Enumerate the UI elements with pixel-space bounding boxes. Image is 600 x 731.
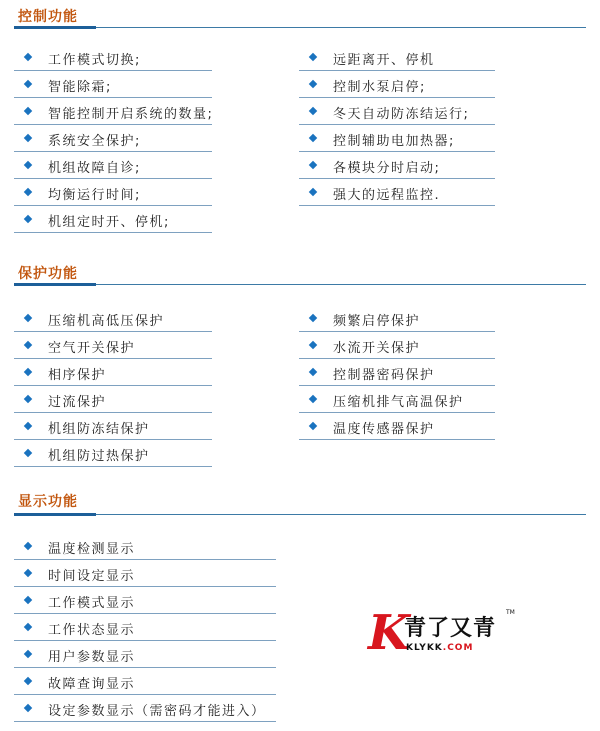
list-item-label: 机组定时开、停机; — [48, 215, 170, 230]
list-item — [14, 413, 212, 440]
logo-url-main: KLYKK — [406, 643, 443, 653]
list-item — [14, 587, 276, 614]
list-item-label: 控制水泵启停; — [333, 80, 426, 95]
list-item — [299, 152, 495, 179]
list-item-label: 水流开关保护 — [333, 341, 421, 356]
diamond-bullet-icon — [24, 422, 32, 430]
list-item — [14, 641, 276, 668]
list-item-label: 相序保护 — [48, 368, 107, 383]
list-item — [299, 413, 495, 440]
diamond-bullet-icon — [309, 134, 317, 142]
list-item — [14, 98, 212, 125]
diamond-bullet-icon — [24, 314, 32, 322]
diamond-bullet-icon — [309, 368, 317, 376]
diamond-bullet-icon — [24, 542, 32, 550]
section-divider-accent — [14, 283, 96, 286]
section-title: 保护功能 — [18, 266, 78, 282]
section-divider — [14, 27, 586, 28]
diamond-bullet-icon — [309, 188, 317, 196]
list-item — [14, 125, 212, 152]
list-item-label: 温度传感器保护 — [333, 422, 435, 437]
logo-mark: K — [368, 605, 410, 661]
list-item — [299, 125, 495, 152]
diamond-bullet-icon — [309, 107, 317, 115]
list-item — [14, 614, 276, 641]
section-title: 显示功能 — [18, 494, 78, 510]
diamond-bullet-icon — [309, 161, 317, 169]
list-item-label: 工作模式显示 — [48, 596, 136, 611]
list-item-label: 故障查询显示 — [48, 677, 136, 692]
diamond-bullet-icon — [24, 80, 32, 88]
list-item — [14, 695, 276, 722]
list-item-label: 压缩机排气高温保护 — [333, 395, 464, 410]
list-item — [14, 440, 212, 467]
diamond-bullet-icon — [24, 623, 32, 631]
diamond-bullet-icon — [309, 314, 317, 322]
list-item-label: 控制辅助电加热器; — [333, 134, 455, 149]
list-item — [14, 71, 212, 98]
list-item — [14, 152, 212, 179]
list-item — [299, 98, 495, 125]
list-item-label: 频繁启停保护 — [333, 314, 421, 329]
diamond-bullet-icon — [309, 395, 317, 403]
list-item — [299, 386, 495, 413]
list-item — [14, 179, 212, 206]
diamond-bullet-icon — [24, 107, 32, 115]
list-item-label: 空气开关保护 — [48, 341, 136, 356]
list-item-label: 强大的远程监控. — [333, 188, 441, 203]
list-item — [299, 359, 495, 386]
list-item — [14, 560, 276, 587]
logo-trademark: TM — [506, 609, 515, 616]
left-column — [14, 305, 212, 467]
diamond-bullet-icon — [309, 80, 317, 88]
list-item — [14, 206, 212, 233]
section-divider-accent — [14, 513, 96, 516]
diamond-bullet-icon — [24, 569, 32, 577]
list-item — [14, 305, 212, 332]
right-column — [299, 305, 495, 440]
list-item-label: 均衡运行时间; — [48, 188, 141, 203]
diamond-bullet-icon — [24, 215, 32, 223]
diamond-bullet-icon — [24, 650, 32, 658]
left-column — [14, 533, 276, 722]
list-item — [299, 44, 495, 71]
diamond-bullet-icon — [309, 53, 317, 61]
section-control — [0, 8, 600, 248]
logo-url-suffix: .COM — [442, 643, 474, 653]
diamond-bullet-icon — [24, 161, 32, 169]
diamond-bullet-icon — [24, 368, 32, 376]
list-item — [14, 44, 212, 71]
list-item-label: 工作状态显示 — [48, 623, 136, 638]
section-divider-accent — [14, 26, 96, 29]
section-title: 控制功能 — [18, 9, 78, 25]
list-item-label: 压缩机高低压保护 — [48, 314, 165, 329]
list-item-label: 时间设定显示 — [48, 569, 136, 584]
list-item-label: 设定参数显示（需密码才能进入） — [48, 704, 266, 719]
list-item-label: 控制器密码保护 — [333, 368, 435, 383]
diamond-bullet-icon — [24, 395, 32, 403]
left-column — [14, 44, 212, 233]
section-protection — [0, 265, 600, 480]
list-item — [14, 533, 276, 560]
logo-chinese-text: 青了又青 — [404, 616, 497, 641]
list-item — [299, 332, 495, 359]
list-item-label: 冬天自动防冻结运行; — [333, 107, 470, 122]
diamond-bullet-icon — [24, 449, 32, 457]
list-item — [299, 179, 495, 206]
diamond-bullet-icon — [309, 422, 317, 430]
diamond-bullet-icon — [24, 677, 32, 685]
list-item-label: 工作模式切换; — [48, 53, 141, 68]
list-item-label: 过流保护 — [48, 395, 107, 410]
list-item — [299, 71, 495, 98]
brand-logo — [368, 605, 518, 665]
list-item-label: 用户参数显示 — [48, 650, 136, 665]
list-item-label: 智能除霜; — [48, 80, 112, 95]
diamond-bullet-icon — [309, 341, 317, 349]
diamond-bullet-icon — [24, 596, 32, 604]
list-item — [14, 668, 276, 695]
list-item-label: 机组防过热保护 — [48, 449, 150, 464]
list-item-label: 温度检测显示 — [48, 542, 136, 557]
list-item-label: 智能控制开启系统的数量; — [48, 107, 214, 122]
section-divider — [14, 514, 586, 515]
section-divider — [14, 284, 586, 285]
list-item — [14, 332, 212, 359]
list-item-label: 机组故障自诊; — [48, 161, 141, 176]
list-item — [14, 359, 212, 386]
list-item — [14, 386, 212, 413]
right-column — [299, 44, 495, 206]
diamond-bullet-icon — [24, 704, 32, 712]
list-item-label: 各模块分时启动; — [333, 161, 441, 176]
list-item-label: 机组防冻结保护 — [48, 422, 150, 437]
list-item — [299, 305, 495, 332]
diamond-bullet-icon — [24, 53, 32, 61]
list-item-label: 远距离开、停机 — [333, 53, 435, 68]
diamond-bullet-icon — [24, 188, 32, 196]
list-item-label: 系统安全保护; — [48, 134, 141, 149]
diamond-bullet-icon — [24, 341, 32, 349]
logo-url-text — [406, 643, 473, 653]
diamond-bullet-icon — [24, 134, 32, 142]
